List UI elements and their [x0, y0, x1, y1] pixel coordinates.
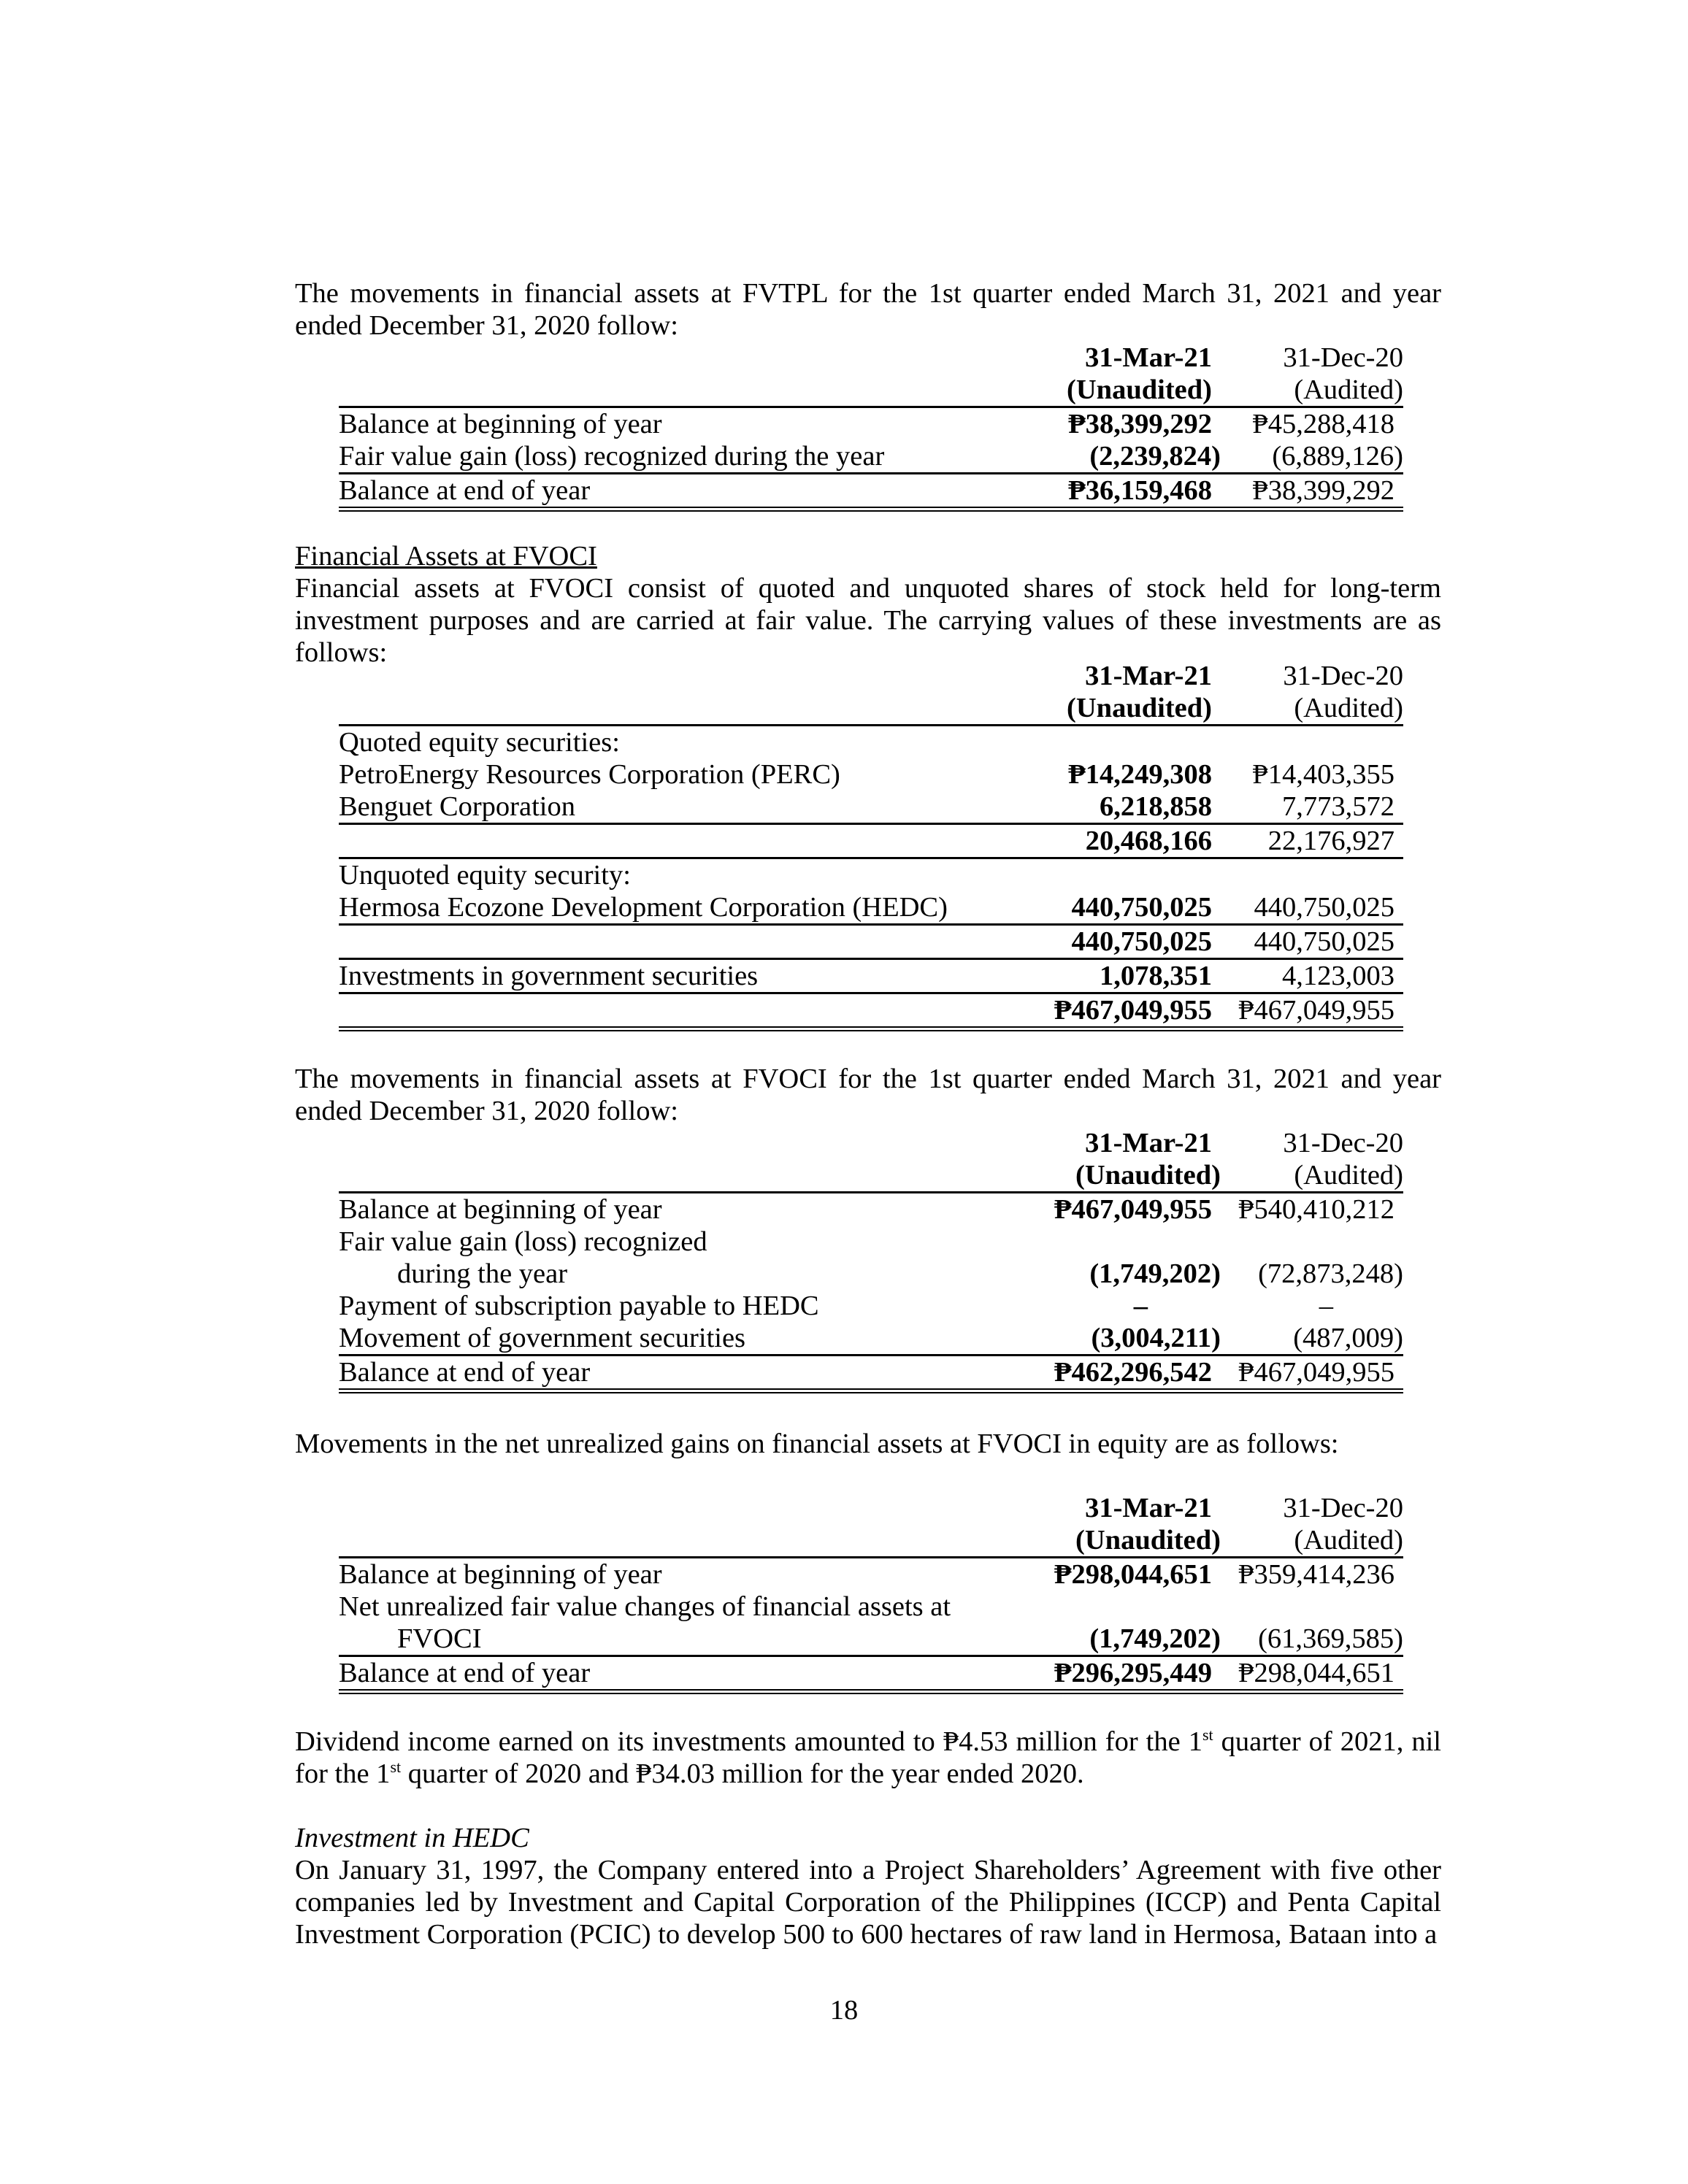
row-label: Fair value gain (loss) recognized: [339, 1226, 707, 1257]
page-number: 18: [829, 1995, 859, 2026]
row-label: Balance at end of year: [339, 1656, 1040, 1692]
row-value-prev: (487,009): [1293, 1323, 1403, 1353]
col-header-cur-status: (Unaudited): [1075, 1525, 1221, 1556]
col-header-prev-status: (Audited): [1294, 1525, 1403, 1556]
row-value-prev: ₱38,399,292: [1221, 474, 1403, 510]
row-label: Net unrealized fair value changes of financial assets at: [339, 1591, 951, 1622]
col-header-cur-date: 31-Mar-21: [1085, 661, 1212, 691]
table-row: [339, 1591, 1403, 1623]
table-row: [339, 1623, 1403, 1656]
subtotal-prev: 22,176,927: [1221, 824, 1403, 858]
hedc-paragraph: On January 31, 1997, the Company entered into a Project Shareholders’ Agreement with five other companies led by Investment and Capital Corporation of the Philippines (ICCP) and Penta Capital Investment Corporation (PCIC) to develop 500 to 600 hectares of raw land in Hermosa, Bataan into a: [295, 1855, 1441, 1950]
hedc-heading: Investment in HEDC: [295, 1823, 529, 1853]
row-value-prev: ₱14,403,355: [1252, 759, 1394, 790]
table-row: [339, 891, 1403, 925]
row-value-cur: –: [1133, 1291, 1148, 1321]
row-value-prev: 440,750,025: [1254, 892, 1394, 923]
col-header-prev-date: 31-Dec-20: [1283, 342, 1403, 373]
col-header-cur-status: (Unaudited): [1067, 693, 1212, 723]
col-header-prev-status: (Audited): [1294, 1160, 1403, 1191]
dividend-text-3: quarter of 2020 and ₱34.03 million for the year ended 2020.: [401, 1758, 1084, 1789]
col-header-cur-date: 31-Mar-21: [1085, 342, 1212, 373]
row-value-prev: ₱298,044,651: [1221, 1656, 1403, 1692]
row-label: PetroEnergy Resources Corporation (PERC): [339, 759, 840, 790]
row-value-prev: –: [1319, 1291, 1333, 1321]
row-label: Balance at beginning of year: [339, 1193, 1040, 1226]
table-row: [339, 407, 1403, 441]
total-prev: ₱467,049,955: [1221, 993, 1403, 1029]
fvoci-movements-intro: The movements in financial assets at FVOCI for the 1st quarter ended March 31, 2021 and year ended December 31, 2020 follow:: [295, 1064, 1441, 1126]
row-value-cur: 6,218,858: [1100, 791, 1212, 822]
table-row: [339, 758, 1403, 791]
row-value-prev: 7,773,572: [1282, 791, 1394, 822]
fvoci-heading: Financial Assets at FVOCI: [295, 541, 597, 572]
table-row: [339, 726, 1403, 759]
row-value-cur: ₱296,295,449: [1040, 1656, 1221, 1692]
row-value-cur: 1,078,351: [1040, 959, 1221, 993]
row-label: Balance at beginning of year: [339, 407, 1040, 441]
col-header-prev-date: 31-Dec-20: [1283, 1493, 1403, 1523]
row-value-prev: ₱45,288,418: [1221, 407, 1403, 441]
col-header-prev-status: (Audited): [1294, 374, 1403, 405]
table-row: [339, 791, 1403, 824]
fvtpl-movements-table: [339, 342, 1403, 512]
row-label: Hermosa Ecozone Development Corporation (HEDC): [339, 892, 948, 923]
row-value-cur: ₱462,296,542: [1040, 1356, 1221, 1391]
row-label: Movement of government securities: [339, 1323, 746, 1353]
row-value-prev: (6,889,126): [1272, 441, 1403, 472]
row-value-prev: ₱540,410,212: [1221, 1193, 1403, 1226]
row-value-cur: (1,749,202): [1089, 1258, 1221, 1289]
table-row: [339, 1290, 1403, 1322]
row-label: Balance at beginning of year: [339, 1558, 1040, 1591]
row-label: Fair value gain (loss) recognized during the year: [339, 441, 885, 472]
table-row: [339, 440, 1403, 474]
row-value-cur: (1,749,202): [1089, 1623, 1221, 1654]
row-value-cur: ₱298,044,651: [1040, 1558, 1221, 1591]
col-header-cur-status: (Unaudited): [1075, 1160, 1221, 1191]
table-row: [339, 1558, 1403, 1591]
row-value-cur: ₱36,159,468: [1040, 474, 1221, 510]
col-header-cur-date: 31-Mar-21: [1085, 1128, 1212, 1158]
row-value-cur: ₱38,399,292: [1040, 407, 1221, 441]
row-label: FVOCI: [397, 1623, 482, 1654]
table-row: [339, 1356, 1403, 1391]
table-row: [339, 1258, 1403, 1290]
fvoci-carrying-table: [339, 660, 1403, 1031]
row-value-prev: 4,123,003: [1221, 959, 1403, 993]
table-row: [339, 1656, 1403, 1692]
row-value-cur: (2,239,824): [1089, 441, 1221, 472]
row-label: Payment of subscription payable to HEDC: [339, 1291, 819, 1321]
col-header-cur-date: 31-Mar-21: [1085, 1493, 1212, 1523]
unrealized-table: [339, 1492, 1403, 1694]
table-row: [339, 925, 1403, 959]
row-value-prev: (61,369,585): [1258, 1623, 1403, 1654]
fvtpl-movements-intro: The movements in financial assets at FVTPL for the 1st quarter ended March 31, 2021 and year ended December 31, 2020 follow:: [295, 278, 1441, 341]
table-row: [339, 959, 1403, 993]
dividend-sup-2: st: [390, 1758, 402, 1777]
row-value-prev: ₱467,049,955: [1221, 1356, 1403, 1391]
fvoci-movements-table: [339, 1127, 1403, 1393]
total-cur: ₱467,049,955: [1040, 993, 1221, 1029]
col-header-prev-date: 31-Dec-20: [1283, 1128, 1403, 1158]
subtotal-cur: 20,468,166: [1040, 824, 1221, 858]
table-row: [339, 824, 1403, 858]
row-value-cur: ₱14,249,308: [1068, 759, 1212, 790]
table-row: [339, 858, 1403, 892]
table-row: [339, 1226, 1403, 1258]
unquoted-label: Unquoted equity security:: [339, 858, 1040, 892]
row-value-cur: 440,750,025: [1071, 892, 1212, 923]
table-row: [339, 1322, 1403, 1356]
row-label: Investments in government securities: [339, 959, 1040, 993]
table-row: [339, 1193, 1403, 1226]
dividend-sup-1: st: [1202, 1726, 1213, 1745]
row-value-cur: (3,004,211): [1091, 1323, 1221, 1353]
row-value-cur: ₱467,049,955: [1040, 1193, 1221, 1226]
row-label: during the year: [397, 1258, 568, 1289]
row-label: Balance at end of year: [339, 1356, 1040, 1391]
col-header-cur-status: (Unaudited): [1067, 374, 1212, 405]
table-row: [339, 993, 1403, 1029]
row-label: Benguet Corporation: [339, 791, 575, 822]
subtotal-prev: 440,750,025: [1221, 925, 1403, 959]
row-value-prev: (72,873,248): [1258, 1258, 1403, 1289]
dividend-paragraph: [295, 1726, 1441, 1790]
subtotal-cur: 440,750,025: [1040, 925, 1221, 959]
dividend-text-1: Dividend income earned on its investments amounted to ₱4.53 million for the 1: [295, 1726, 1202, 1757]
table-row: [339, 474, 1403, 510]
dividend-text-2: quarter of 2021, nil for the 1: [295, 1726, 1441, 1789]
row-value-prev: ₱359,414,236: [1221, 1558, 1403, 1591]
col-header-prev-date: 31-Dec-20: [1283, 661, 1403, 691]
unrealized-intro: Movements in the net unrealized gains on financial assets at FVOCI in equity are as follows:: [295, 1429, 1339, 1459]
fvoci-intro: Financial assets at FVOCI consist of quoted and unquoted shares of stock held for long-term investment purposes and are carried at fair value. The carrying values of these investments are as follows:: [295, 573, 1441, 668]
quoted-label: Quoted equity securities:: [339, 726, 1040, 759]
row-label: Balance at end of year: [339, 474, 1040, 510]
col-header-prev-status: (Audited): [1294, 693, 1403, 723]
